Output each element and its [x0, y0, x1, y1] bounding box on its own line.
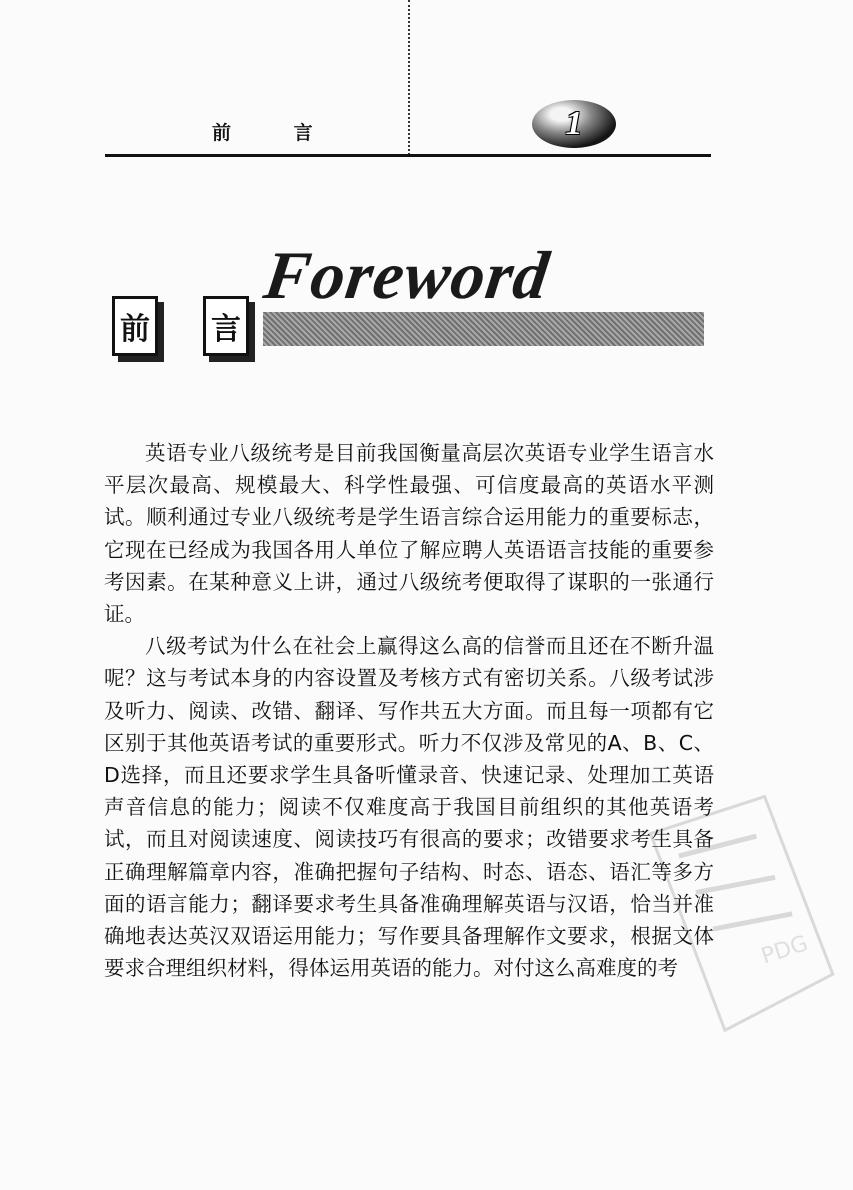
- watermark-label: PDG: [758, 931, 812, 970]
- paragraph-1: 英语专业八级统考是目前我国衡量高层次英语专业学生语言水平层次最高、规模最大、科学性最强、可信度最高的英语水平测试。顺利通过专业八级统考是学生语言综合运用能力的重要标志，它现在已经成为我国各用人单位了解应聘人英语语言技能的重要参考因素。在某种意义上讲，通过八级统考便取得了谋职的一张通行证。: [104, 441, 714, 627]
- paragraph-2: 八级考试为什么在社会上赢得这么高的信誉而且还在不断升温呢？这与考试本身的内容设置及考核方式有密切关系。八级考试涉及听力、阅读、改错、翻译、写作共五大方面。而且每一项都有它区别于其他英语考试的重要形式。听力不仅涉及常见的A、B、C、D选择，而且还要求学生具备听懂录音、快速记录、处理加工英语声音信息的能力；阅读不仅难度高于我国目前组织的其他英语考试，而且对阅读速度、阅读技巧有很高的要求；改错要求考生具备正确理解篇章内容，准确把握句子结构、时态、语态、语汇等多方面的语言能力；翻译要求考生具备准确理解英语与汉语，恰当并准确地表达英汉双语运用能力；写作要具备理解作文要求，根据文体要求合理组织材料，得体运用英语的能力。对付这么高难度的考: [104, 634, 714, 981]
- top-dotted-divider: [408, 0, 410, 155]
- running-head-title: 前 言: [212, 122, 341, 144]
- page-number: 1: [565, 105, 583, 142]
- title-char-box-1: 前: [112, 296, 158, 356]
- foreword-heading: Foreword: [259, 237, 555, 313]
- page-number-badge: [532, 100, 616, 148]
- body-text: [104, 437, 714, 984]
- watermark-stamp-icon: [628, 781, 851, 1049]
- watermark-stamp: [628, 781, 851, 1049]
- title-banner: [263, 312, 704, 346]
- title-char-box-2: 言: [203, 296, 249, 356]
- header-rule: [105, 154, 711, 157]
